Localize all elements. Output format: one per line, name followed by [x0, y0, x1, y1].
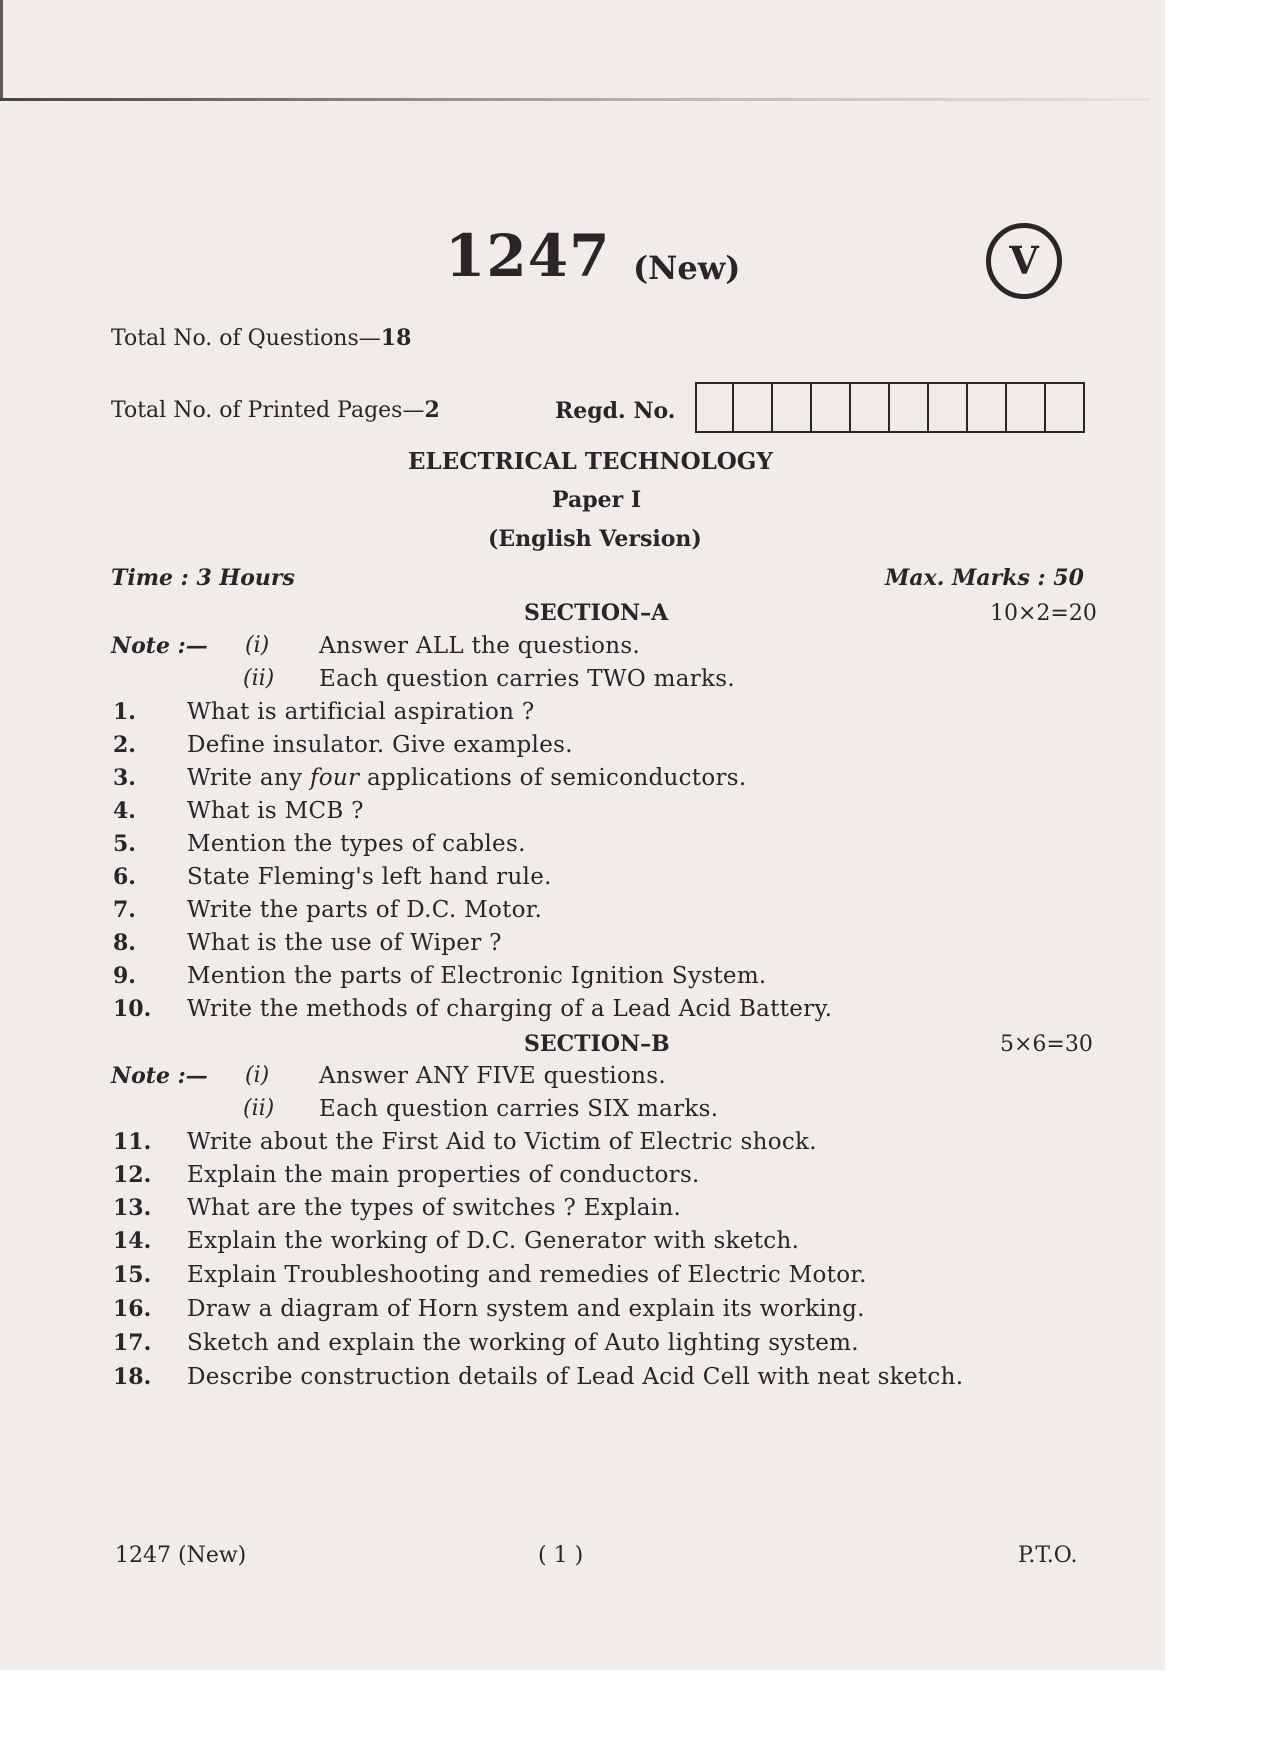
- question-text: What is MCB ?: [187, 798, 364, 824]
- section-b-note-num: (ii): [243, 1096, 275, 1121]
- question-text: [187, 765, 747, 791]
- section-a-note-num: (i): [245, 633, 270, 658]
- regd-cell-divider: [732, 384, 734, 431]
- regd-label: Regd. No.: [555, 398, 676, 424]
- question-text: Write about the First Aid to Victim of Electric shock.: [187, 1129, 817, 1155]
- question-number: 6.: [113, 864, 136, 890]
- footer-code: 1247 (New): [115, 1543, 247, 1568]
- question-number: 7.: [113, 897, 136, 923]
- question-number: 13.: [113, 1195, 152, 1221]
- question-text: Explain the main properties of conductors.: [187, 1162, 700, 1188]
- total-pages-value: 2: [424, 397, 440, 423]
- question-number: 16.: [113, 1296, 152, 1322]
- question-text-part: Write any: [187, 765, 310, 791]
- question-text: Define insulator. Give examples.: [187, 732, 573, 758]
- regd-number-boxes: [695, 382, 1085, 433]
- question-text: State Fleming's left hand rule.: [187, 864, 552, 890]
- question-number: 11.: [113, 1129, 152, 1155]
- regd-cell-divider: [849, 384, 851, 431]
- question-number: 9.: [113, 963, 136, 989]
- question-text: Explain the working of D.C. Generator with sketch.: [187, 1228, 800, 1254]
- question-text: What is artificial aspiration ?: [187, 699, 535, 725]
- section-b-title: SECTION–B: [524, 1031, 670, 1057]
- version-tag: (New): [633, 249, 741, 287]
- question-number: 14.: [113, 1228, 152, 1254]
- max-marks: Max. Marks : 50: [885, 565, 1084, 591]
- section-a-note-text: Answer ALL the questions.: [319, 633, 641, 659]
- section-b-note-num: (i): [245, 1063, 270, 1088]
- paper-version: (English Version): [488, 526, 702, 552]
- total-questions-label: Total No. of Questions—: [111, 326, 381, 351]
- footer-pto: P.T.O.: [1018, 1543, 1078, 1568]
- question-number: 18.: [113, 1364, 152, 1390]
- scan-edge-top: [0, 98, 1150, 101]
- question-number: 3.: [113, 765, 136, 791]
- exam-time: Time : 3 Hours: [111, 565, 295, 591]
- question-number: 5.: [113, 831, 136, 857]
- question-text: What is the use of Wiper ?: [187, 930, 502, 956]
- paper-code: 1247: [445, 222, 611, 290]
- question-number: 2.: [113, 732, 136, 758]
- total-questions: [111, 325, 411, 351]
- regd-cell-divider: [927, 384, 929, 431]
- question-number: 10.: [113, 996, 152, 1022]
- regd-cell-divider: [1044, 384, 1046, 431]
- question-number: 1.: [113, 699, 136, 725]
- paper-number: Paper I: [552, 487, 642, 513]
- question-number: 12.: [113, 1162, 152, 1188]
- question-text: Explain Troubleshooting and remedies of Electric Motor.: [187, 1262, 867, 1288]
- section-a-note-num: (ii): [243, 666, 275, 691]
- question-text: Write the methods of charging of a Lead Acid Battery.: [187, 996, 833, 1022]
- total-questions-value: 18: [380, 325, 412, 351]
- section-b-note-text: Answer ANY FIVE questions.: [319, 1063, 666, 1089]
- section-a-marks: 10×2=20: [990, 601, 1097, 626]
- question-number: 4.: [113, 798, 136, 824]
- regd-cell-divider: [1005, 384, 1007, 431]
- total-pages-label: Total No. of Printed Pages—: [111, 398, 425, 423]
- section-a-note-label: Note :—: [111, 633, 208, 659]
- question-text: What are the types of switches ? Explain.: [187, 1195, 682, 1221]
- question-emphasis: four: [309, 765, 360, 791]
- question-text: Draw a diagram of Horn system and explain its working.: [187, 1296, 865, 1322]
- regd-cell-divider: [966, 384, 968, 431]
- section-b-note-text: Each question carries SIX marks.: [319, 1096, 719, 1122]
- regd-cell-divider: [771, 384, 773, 431]
- question-text: Sketch and explain the working of Auto lighting system.: [187, 1330, 859, 1356]
- series-mark: V: [986, 223, 1062, 299]
- question-text: Describe construction details of Lead Acid Cell with neat sketch.: [187, 1364, 964, 1390]
- section-b-note-label: Note :—: [111, 1063, 208, 1089]
- regd-cell-divider: [810, 384, 812, 431]
- regd-cell-divider: [888, 384, 890, 431]
- question-text-part: applications of semiconductors.: [359, 765, 747, 791]
- question-text: Write the parts of D.C. Motor.: [187, 897, 543, 923]
- scan-edge-left: [0, 0, 3, 100]
- question-text: Mention the parts of Electronic Ignition System.: [187, 963, 767, 989]
- question-text: Mention the types of cables.: [187, 831, 526, 857]
- section-a-note-text: Each question carries TWO marks.: [319, 666, 736, 692]
- question-number: 17.: [113, 1330, 152, 1356]
- total-pages: [111, 397, 440, 423]
- footer-page-number: ( 1 ): [538, 1543, 584, 1568]
- subject-title: ELECTRICAL TECHNOLOGY: [408, 448, 773, 475]
- question-number: 8.: [113, 930, 136, 956]
- section-b-marks: 5×6=30: [1000, 1032, 1093, 1057]
- section-a-title: SECTION–A: [524, 600, 669, 626]
- question-number: 15.: [113, 1262, 152, 1288]
